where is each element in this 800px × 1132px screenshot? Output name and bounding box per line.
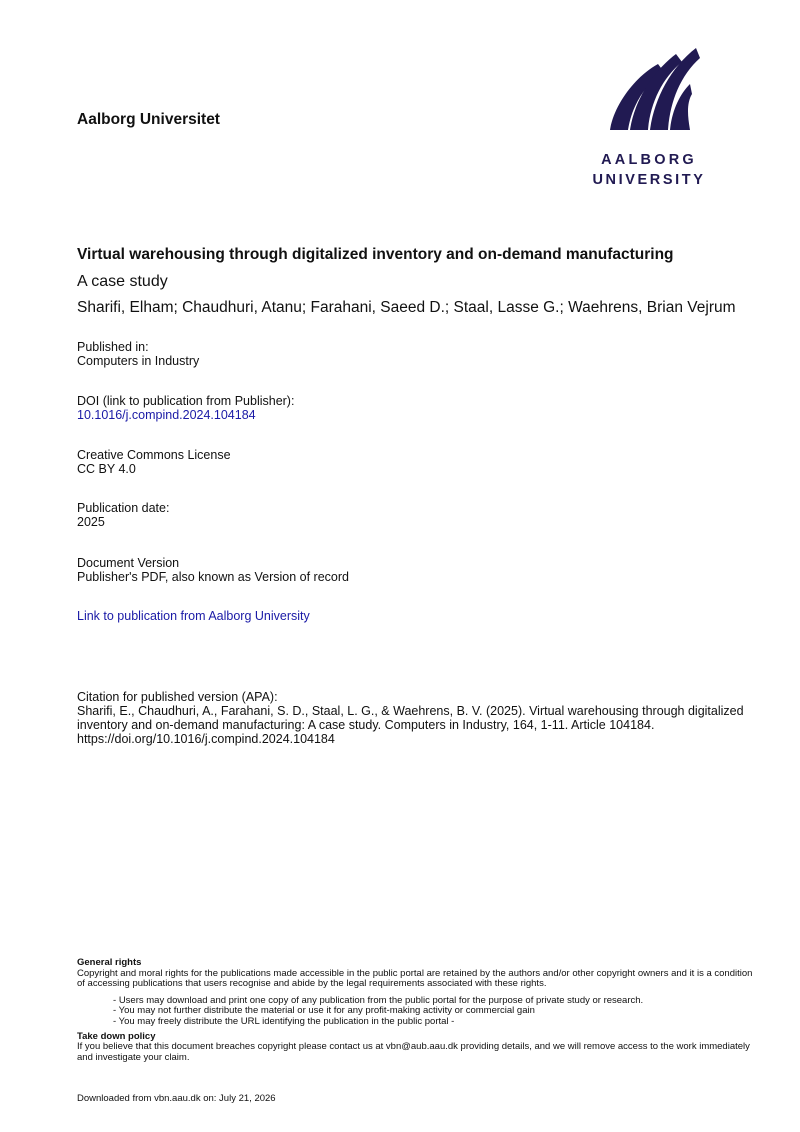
document-version-label: Document Version xyxy=(77,556,180,570)
rights-list xyxy=(77,996,757,1028)
takedown-text: If you believe that this document breaches copyright please contact us at vbn@aub.aau.dk providing details, and we will remove access to the work immediately and investigate your claim. xyxy=(77,1041,750,1063)
doi-link[interactable]: 10.1016/j.compind.2024.104184 xyxy=(77,408,256,422)
published-in-block xyxy=(77,340,737,368)
document-version-block xyxy=(77,556,737,584)
rights-list-item: - You may freely distribute the URL identifying the publication in the public portal - xyxy=(113,1017,757,1028)
document-version-value: Publisher's PDF, also known as Version of record xyxy=(77,570,349,584)
published-in-label: Published in: xyxy=(77,340,149,354)
license-label: Creative Commons License xyxy=(77,448,231,462)
publication-date-label: Publication date: xyxy=(77,501,170,515)
logo-text-aalborg: AALBORG xyxy=(601,152,697,168)
publication-title: Virtual warehousing through digitalized inventory and on-demand manufacturing xyxy=(77,246,674,263)
institution-name: Aalborg Universitet xyxy=(77,111,220,128)
license-value: CC BY 4.0 xyxy=(77,462,136,476)
citation-block xyxy=(77,690,747,746)
publication-date-block xyxy=(77,501,737,529)
logo-text-university: UNIVERSITY xyxy=(592,172,706,188)
rights-section xyxy=(77,958,757,1063)
publication-date-value: 2025 xyxy=(77,515,105,529)
general-rights-text: Copyright and moral rights for the publications made accessible in the public portal are retained by the authors and/or other copyright owners and it is a condition of accessing publications that users recognise and abide by the legal requirements associated with these rights. xyxy=(77,967,753,990)
general-rights-heading: General rights xyxy=(77,957,142,968)
publication-authors: Sharifi, Elham; Chaudhuri, Atanu; Farahani, Saeed D.; Staal, Lasse G.; Waehrens, Brian Vejrum xyxy=(77,299,736,316)
citation-text: Sharifi, E., Chaudhuri, A., Farahani, S. D., Staal, L. G., & Waehrens, B. V. (2025). Virtual warehousing through digitalized inventory and on-demand manufacturing: A case study. Computers in Industry, 164, 1-11. Article 104184. https://doi.org/10.1016/j.compind.2024.104184 xyxy=(77,704,744,746)
downloaded-note: Downloaded from vbn.aau.dk on: July 21, 2026 xyxy=(77,1093,276,1104)
aau-publication-link[interactable]: Link to publication from Aalborg University xyxy=(77,609,310,623)
rights-list-item: - Users may download and print one copy of any publication from the public portal for the purpose of private study or research. xyxy=(113,996,757,1007)
takedown-heading: Take down policy xyxy=(77,1030,156,1042)
doi-block xyxy=(77,394,737,422)
rights-list-item: - You may not further distribute the material or use it for any profit-making activity or commercial gain xyxy=(113,1006,757,1017)
published-in-value: Computers in Industry xyxy=(77,354,200,368)
aau-link-block xyxy=(77,609,737,623)
citation-label: Citation for published version (APA): xyxy=(77,690,278,704)
aau-wave-logo-icon xyxy=(606,46,706,138)
publication-subtitle: A case study xyxy=(77,273,168,290)
doi-label: DOI (link to publication from Publisher): xyxy=(77,394,295,408)
license-block xyxy=(77,448,737,476)
